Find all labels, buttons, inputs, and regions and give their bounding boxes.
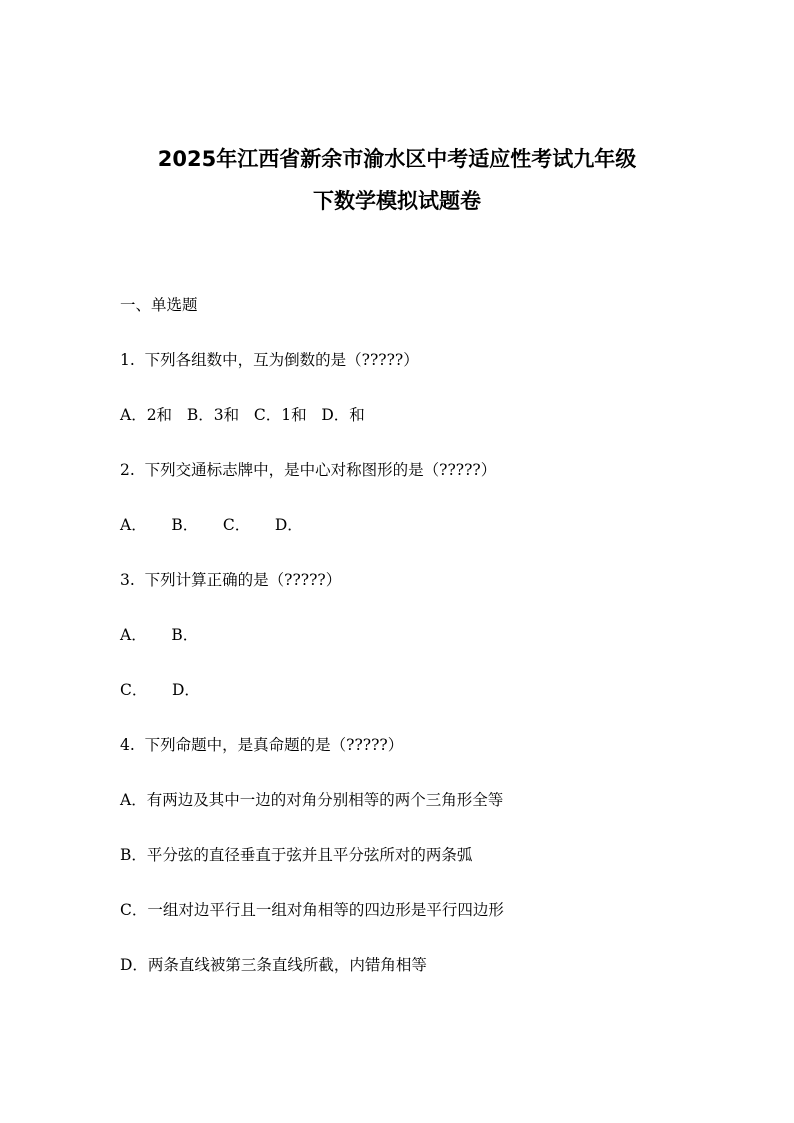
question-4-option-a: A．有两边及其中一边的对角分别相等的两个三角形全等 [120, 791, 504, 809]
section-heading: 一、单选题 [120, 296, 198, 314]
document-title-line-2: 下数学模拟试题卷 [313, 189, 481, 213]
question-3-options-row-1: A． B． [120, 626, 199, 644]
question-3-stem: 3. 下列计算正确的是（?????） [120, 571, 342, 589]
question-3-options-row-2: C． D． [120, 681, 200, 699]
question-4-option-d: D．两条直线被第三条直线所截，内错角相等 [120, 956, 427, 974]
question-1-stem: 1. 下列各组数中，互为倒数的是（?????） [120, 351, 419, 369]
document-title-line-1: 2025年江西省新余市渝水区中考适应性考试九年级 [157, 147, 637, 171]
question-2-stem: 2. 下列交通标志牌中，是中心对称图形的是（?????） [120, 461, 497, 479]
question-2-options: A． B． C． D． [120, 516, 303, 534]
question-4-option-b: B．平分弦的直径垂直于弦并且平分弦所对的两条弧 [120, 846, 473, 864]
question-4-stem: 4. 下列命题中，是真命题的是（?????） [120, 736, 404, 754]
question-4-option-c: C．一组对边平行且一组对角相等的四边形是平行四边形 [120, 901, 504, 919]
question-1-options: A．2和 B．3和 C．1和 D．和 [120, 406, 365, 424]
